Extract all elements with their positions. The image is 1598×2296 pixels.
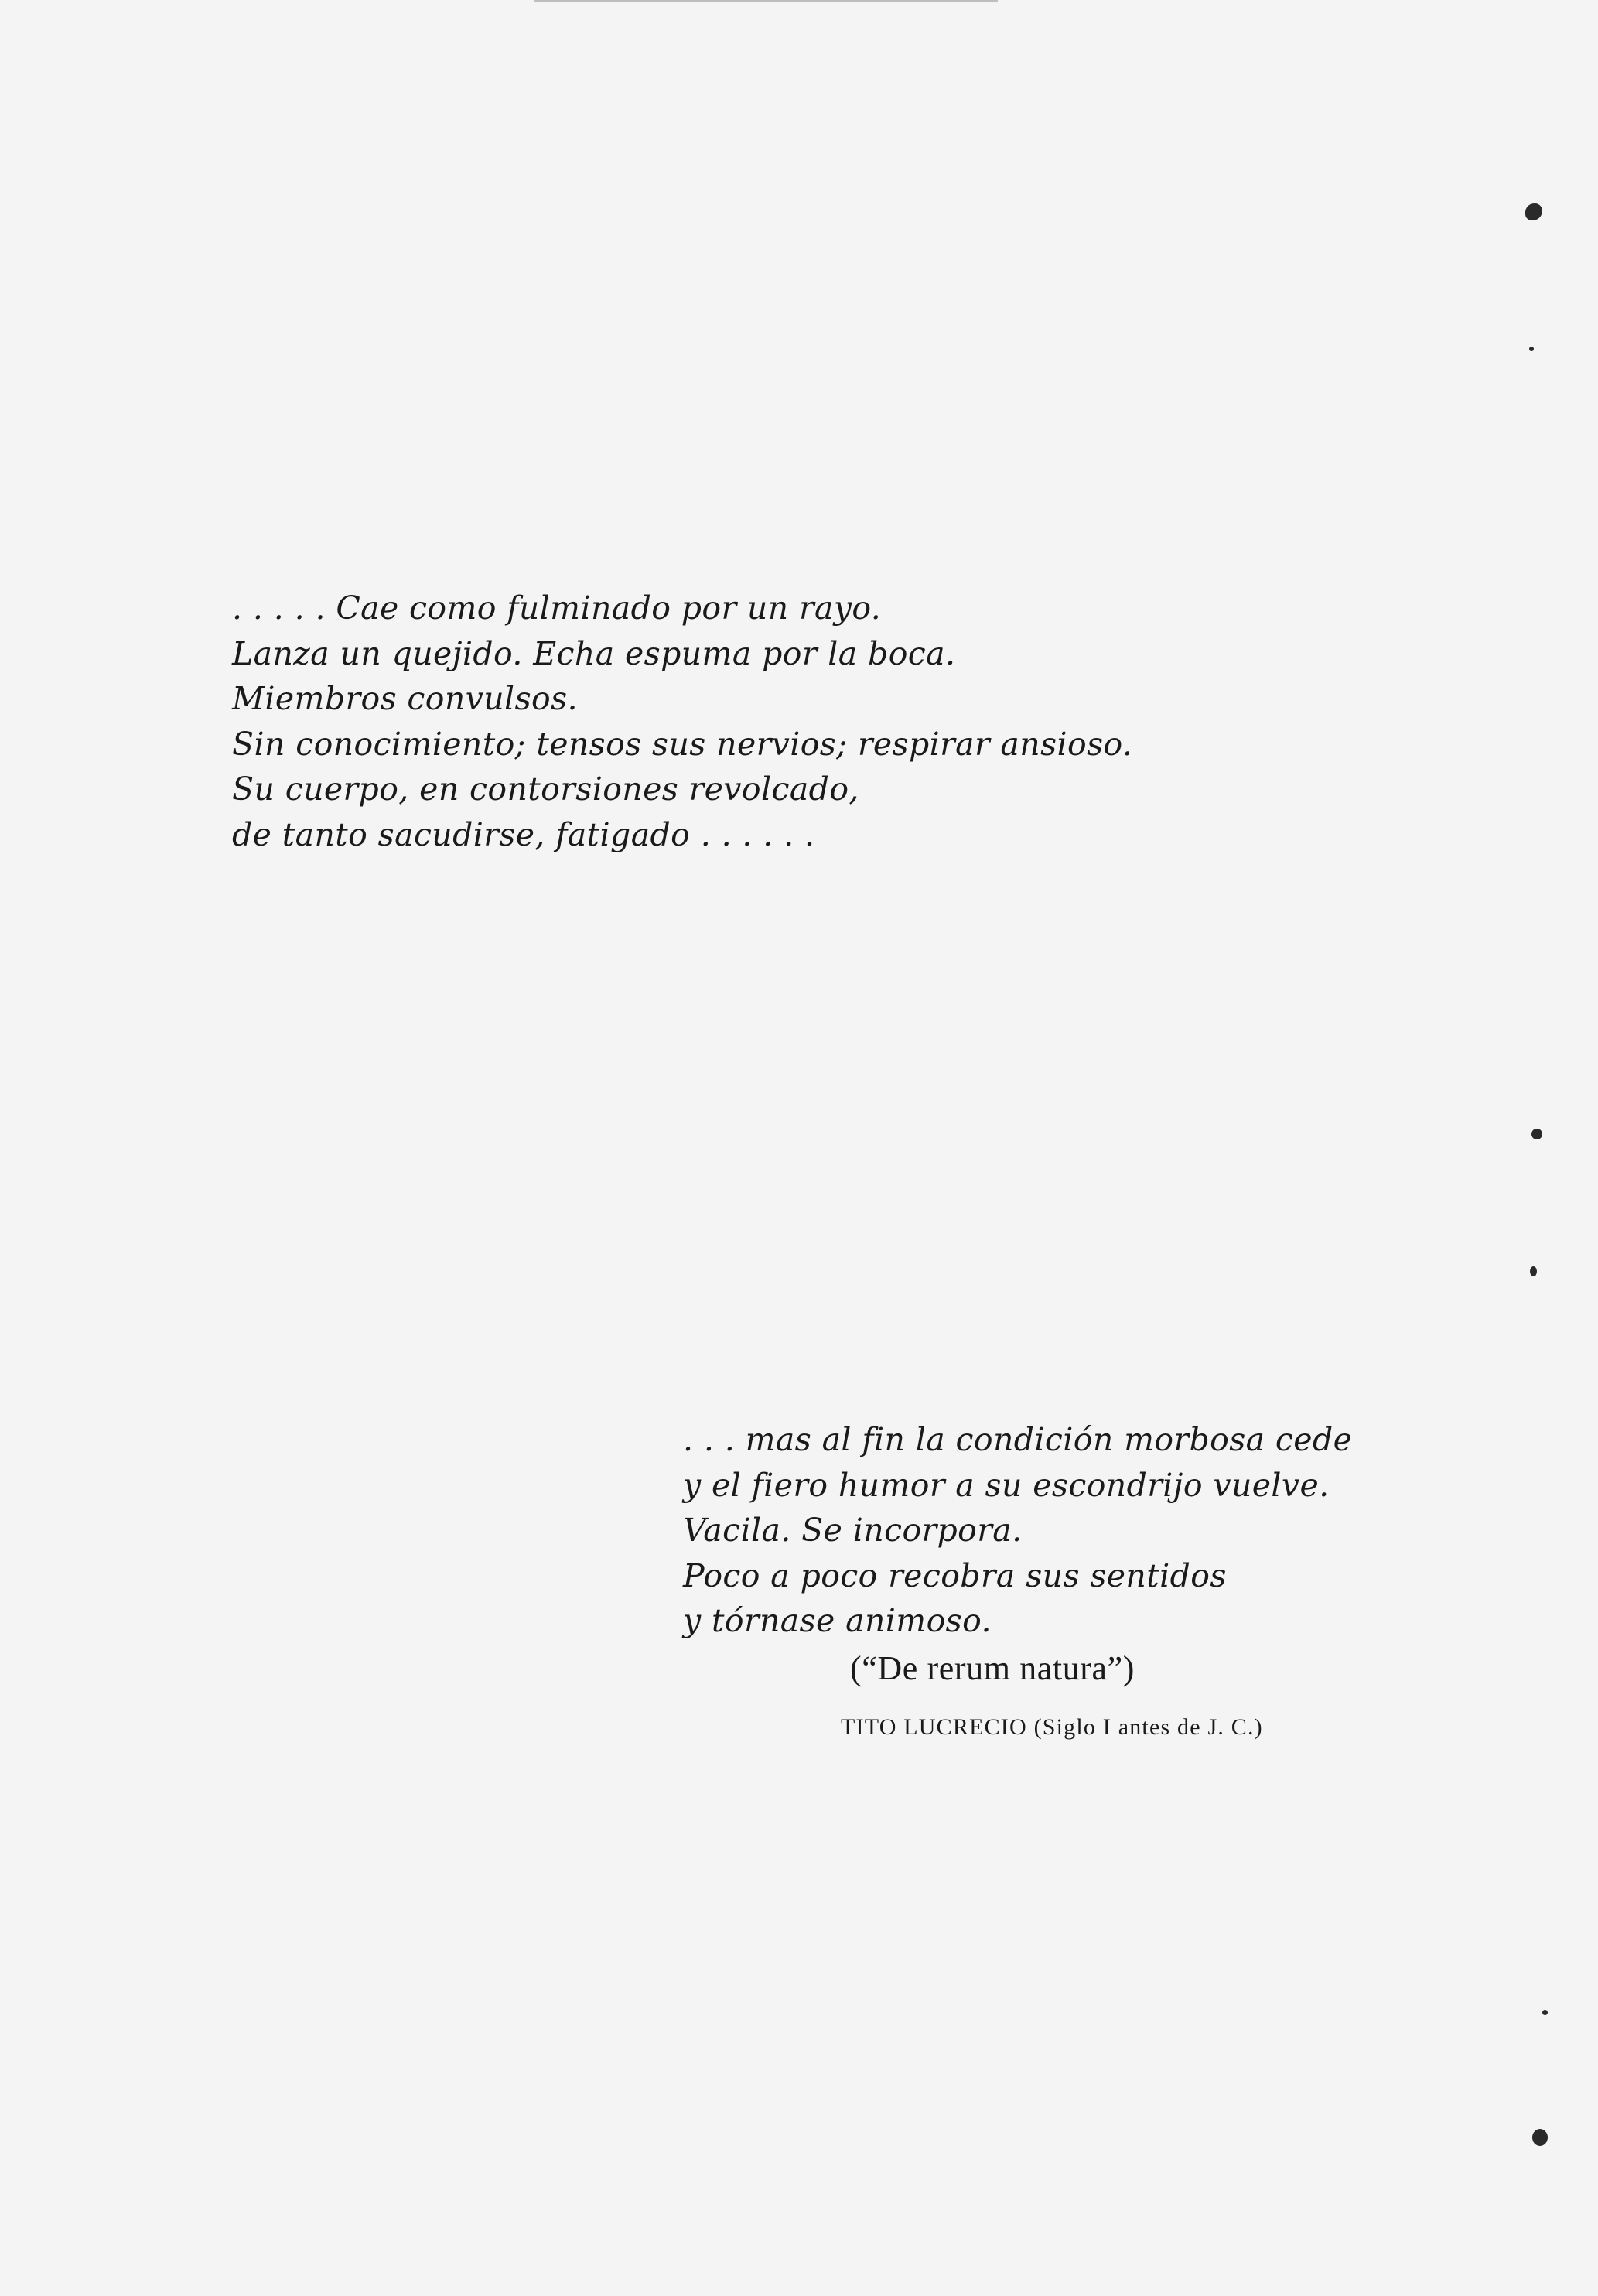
punch-hole-mark	[1525, 203, 1542, 220]
poem-line: . . . mas al fin la condición morbosa cede	[683, 1421, 1353, 1458]
punch-hole-mark	[1529, 347, 1534, 351]
poem-line: Poco a poco recobra sus sentidos	[683, 1556, 1227, 1594]
source-work-title: (“De rerum natura”)	[850, 1649, 1135, 1687]
author-attribution: TITO LUCRECIO (Siglo I antes de J. C.)	[841, 1714, 1263, 1740]
poem-line: Lanza un quejido. Echa espuma por la boca.	[232, 634, 956, 672]
poem-line: Vacila. Se incorpora.	[683, 1512, 1023, 1549]
punch-hole-mark	[1531, 1129, 1542, 1139]
punch-hole-mark	[1530, 1266, 1537, 1276]
poem-line: y el fiero humor a su escondrijo vuelve.	[683, 1466, 1330, 1504]
poem-stanza-opening	[232, 586, 1132, 857]
poem-line: Sin conocimiento; tensos sus nervios; respirar ansioso.	[232, 725, 1133, 763]
punch-hole-mark	[1542, 2010, 1548, 2015]
poem-line: de tanto sacudirse, fatigado . . . . . .	[232, 815, 815, 853]
poem-stanza-closing	[683, 1417, 1352, 1644]
punch-hole-mark	[1532, 2129, 1548, 2146]
poem-line: y tórnase animoso.	[683, 1602, 992, 1639]
poem-line: . . . . . Cae como fulminado por un rayo.	[232, 589, 882, 627]
poem-line: Su cuerpo, en contorsiones revolcado,	[232, 770, 859, 808]
poem-line: Miembros convulsos.	[232, 680, 578, 717]
page-top-edge-rule	[534, 0, 998, 2]
